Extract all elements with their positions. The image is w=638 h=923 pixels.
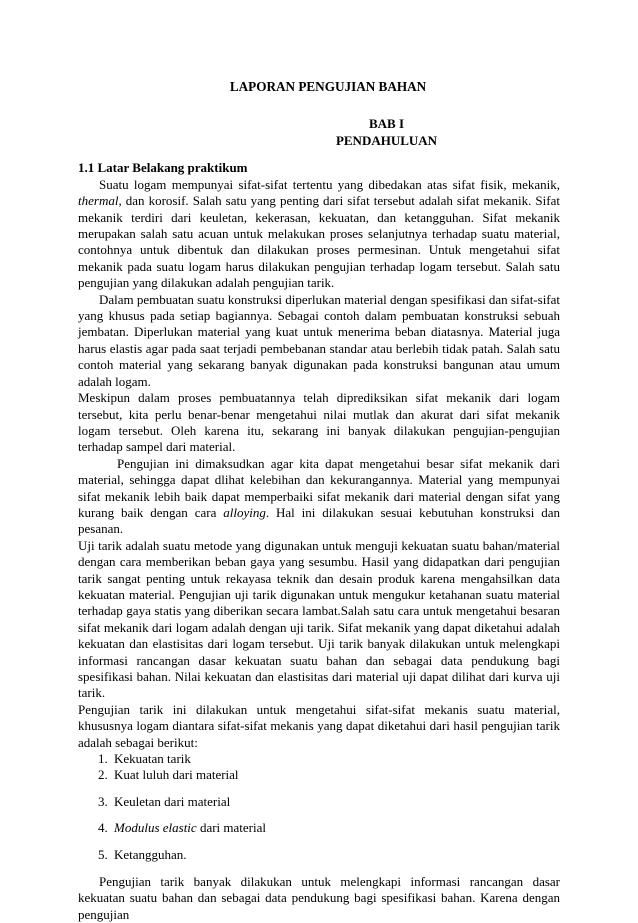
paragraph-4 [78,456,560,538]
paragraph-7: Pengujian tarik banyak dilakukan untuk melengkapi informasi rancangan dasar kekuatan suatu bahan dan sebagai data pendukung bagi spesifikasi bahan. Karena dengan pengujian [78,874,560,922]
paragraph-4-text-a: Pengujian ini dimaksudkan agar kita dapat mengetahui besar sifat mekanik dari material, sehingga dapat dlihat kelebihan dan kekurangannya. Material yang mempunyai sifat mekanik lebih baik dapat memperbaiki sifat mekanik dari material dengan sifat yang kurang baik dengan cara [78,455,560,520]
list-item-text: dari material [196,820,266,836]
paragraph-5: Uji tarik adalah suatu metode yang digunakan untuk menguji kekuatan suatu bahan/material dengan cara memberikan beban gaya yang sesumbu. Hasil yang didapatkan dari pengujian tarik sangat penting untuk rekayasa teknik dan desain produk karena mengahsilkan data kekuatan material. Pengujian uji tarik digunakan untuk mengukur ketahanan suatu material terhadap gaya statis yang diberikan secara lambat.Salah satu cara untuk mengetahui besaran sifat mekanik dari logam adalah dengan uji tarik. Sifat mekanik yang dapat diketahui adalah kekuatan dan elastisitas dari logam tersebut. Uji tarik banyak dilakukan untuk melengkapi informasi rancangan dasar kekuatan suatu bahan dan sebagai data pendukung bagi spesifikasi bahan. Nilai kekuatan dan elastisitas dari material uji dapat dilihat dari kurva uji tarik. [78,537,560,701]
list-item-number: 2. [98,767,108,783]
list-item-number: 1. [98,751,108,767]
list-item-number: 4. [98,820,108,836]
chapter-title: PENDAHULUAN [335,133,438,149]
list-item-text: Keuletan dari material [114,793,231,809]
paragraph-3: Meskipun dalam proses pembuatannya telah diprediksikan sifat mekanik dari logam tersebut, kita perlu benar-benar mengetahui nilai mutlak dan akurat dari sifat mekanik logam tersebut. Oleh karena itu, sekarang ini banyak dilakukan pengujian-pengujian terhadap sampel dari material. [78,390,560,455]
paragraph-4-text-b: . Hal ini dilakukan sesuai kebutuhan konstruksi dan pesanan. [78,504,560,537]
list-item-text: Kuat luluh dari material [114,767,239,783]
section-title: 1.1 Latar Belakang praktikum [78,160,248,176]
chapter-number: BAB I [368,116,405,132]
list-item [98,751,560,767]
paragraph-4-italic: alloying [223,504,266,520]
list-item-italic: Modulus elastic [114,820,197,836]
list-item-text: Ketangguhan. [114,846,187,862]
list-item [98,846,560,863]
list-item-text: Kekuatan tarik [114,751,191,767]
list-item [98,767,560,783]
list-item-number: 3. [98,793,108,809]
list-item [98,793,560,810]
paragraph-1 [78,177,560,292]
list-item [98,820,560,836]
paragraph-1-text-a: Suatu logam mempunyai sifat-sifat tertentu yang dibedakan atas sifat fisik, mekanik, [99,176,560,192]
paragraph-1-text-b: , dan korosif. Salah satu yang penting dari sifat tersebut adalah sifat mekanik. Sifat mekanik terdiri dari keuletan, kekerasan, kekuatan, dan ketangguhan. Sifat mekanik merupakan salah satu acuan untuk melakukan proses selanjutnya terhadap suatu material, contohnya untuk dibentuk dan dilakukan proses permesinan. Untuk mengetahui sifat mekanik pada suatu logam harus dilakukan pengujian terhadap logam tersebut. Salah satu pengujian yang dilakukan adalah pengujian tarik. [78,193,560,291]
paragraph-2: Dalam pembuatan suatu konstruksi diperlukan material dengan spesifikasi dan sifat-sifat yang khusus pada setiap bagiannya. Sebagai contoh dalam pembuatan konstruksi sebuah jembatan. Diperlukan material yang kuat untuk menerima beban diatasnya. Material juga harus elastis agar pada saat terjadi pembebanan standar atau berlebih tidak patah. Salah satu contoh material yang sekarang banyak digunakan pada konstruksi bangunan atau umum adalah logam. [78,291,561,389]
paragraph-1-italic: thermal [78,193,119,209]
page-content [78,79,560,923]
document-title: LAPORAN PENGUJIAN BAHAN [229,79,427,94]
list-item-number: 5. [98,846,108,862]
property-list [78,751,560,863]
paragraph-6: Pengujian tarik ini dilakukan untuk mengetahui sifat-sifat mekanis suatu material, khususnya logam diantara sifat-sifat mekanis yang dapat diketahui dari hasil pengujian tarik adalah sebagai berikut: [78,701,560,750]
